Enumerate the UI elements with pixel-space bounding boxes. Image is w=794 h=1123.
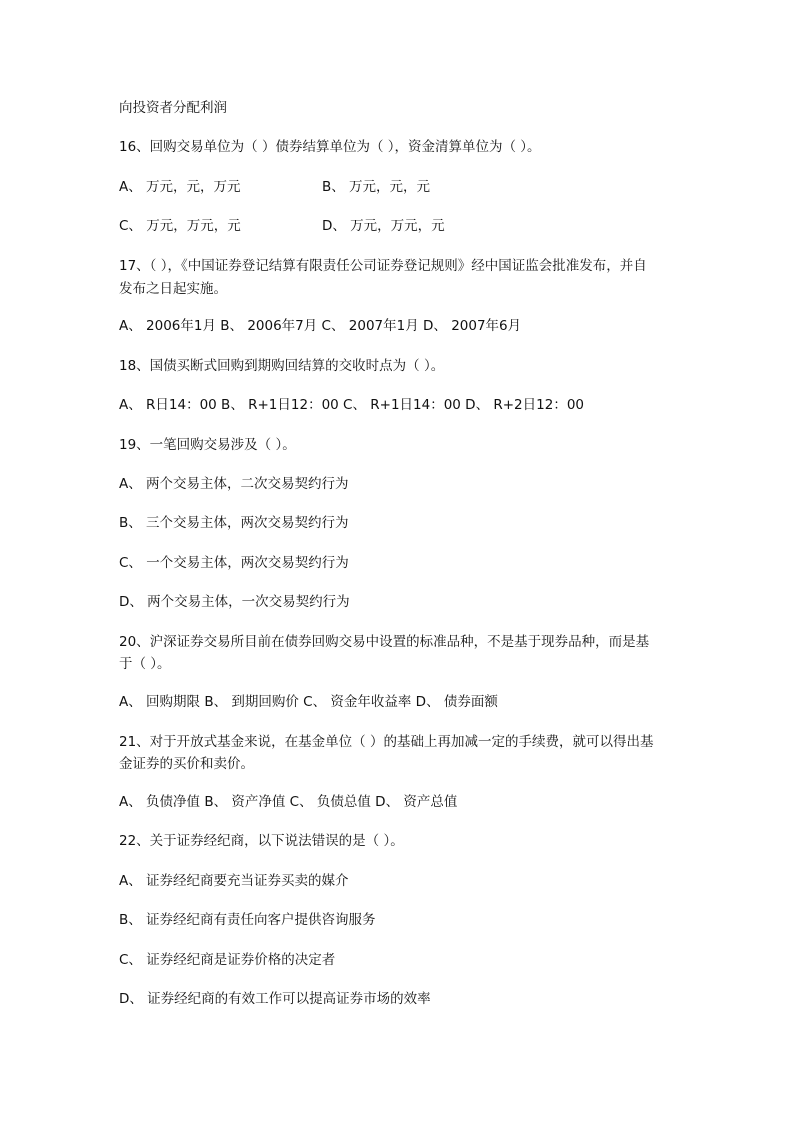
- question-17-line-1: 17、（ ），《中国证券登记结算有限责任公司证券登记规则》经中国证监会批准发布，并自: [119, 258, 647, 274]
- intro-line: 向投资者分配利润: [119, 100, 227, 116]
- question-17-line-2: 发布之日起实施。: [119, 281, 227, 297]
- question-19-option-a: A、 两个交易主体，二次交易契约行为: [119, 476, 349, 492]
- question-20-options: A、 回购期限 B、 到期回购价 C、 资金年收益率 D、 债券面额: [119, 694, 498, 710]
- question-16-option-b: B、 万元，元，元: [322, 179, 431, 195]
- question-21-line-2: 金证券的买价和卖价。: [119, 756, 254, 772]
- question-19-option-c: C、 一个交易主体，两次交易契约行为: [119, 555, 349, 571]
- question-16-option-a: A、 万元，元，万元: [119, 179, 241, 195]
- question-18-options: A、 R日14：00 B、 R+1日12：00 C、 R+1日14：00 D、 R+2日12：00: [119, 397, 585, 413]
- question-21-options: A、 负债净值 B、 资产净值 C、 负债总值 D、 资产总值: [119, 794, 458, 810]
- question-16-option-c: C、 万元，万元，元: [119, 218, 241, 234]
- question-18: 18、国债买断式回购到期购回结算的交收时点为（ ）。: [119, 358, 445, 374]
- question-22-option-c: C、 证券经纪商是证券价格的决定者: [119, 952, 336, 968]
- question-21-line-1: 21、对于开放式基金来说，在基金单位（ ）的基础上再加减一定的手续费，就可以得出基: [119, 734, 654, 750]
- question-22: 22、关于证券经纪商，以下说法错误的是（ ）。: [119, 833, 404, 849]
- question-19-option-d: D、 两个交易主体，一次交易契约行为: [119, 594, 350, 610]
- question-19-option-b: B、 三个交易主体，两次交易契约行为: [119, 515, 349, 531]
- question-22-option-b: B、 证券经纪商有责任向客户提供咨询服务: [119, 912, 376, 928]
- question-20-line-2: 于（ ）。: [119, 656, 171, 672]
- question-17-options: A、 2006年1月 B、 2006年7月 C、 2007年1月 D、 2007年6月: [119, 318, 522, 334]
- question-22-option-d: D、 证券经纪商的有效工作可以提高证券市场的效率: [119, 991, 431, 1007]
- question-22-option-a: A、 证券经纪商要充当证券买卖的媒介: [119, 873, 349, 889]
- question-20-line-1: 20、沪深证券交易所目前在债券回购交易中设置的标准品种，不是基于现券品种，而是基: [119, 634, 650, 650]
- question-19: 19、一笔回购交易涉及（ ）。: [119, 437, 296, 453]
- question-16: 16、回购交易单位为（ ）债券结算单位为（ ），资金清算单位为（ ）。: [119, 139, 541, 155]
- question-16-option-d: D、 万元，万元，元: [322, 218, 445, 234]
